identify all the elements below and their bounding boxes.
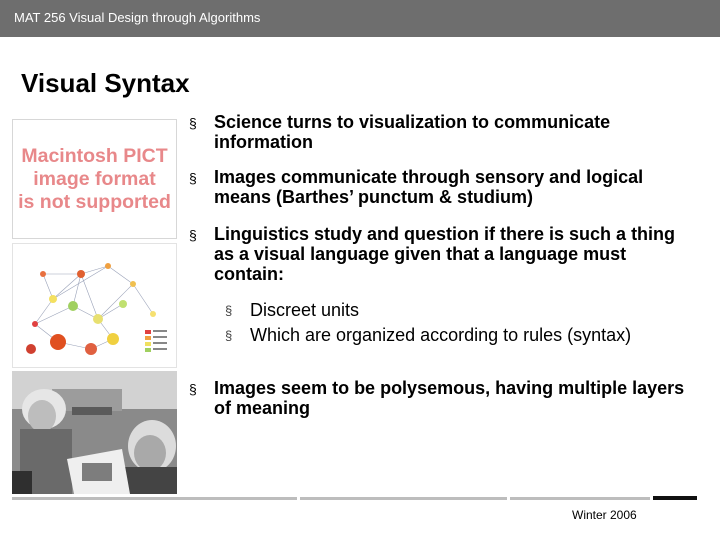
bullet-marker: § bbox=[189, 115, 197, 131]
bullet-marker: § bbox=[189, 381, 197, 397]
footer-rule-segment bbox=[12, 497, 297, 500]
sub-bullet-marker: § bbox=[225, 328, 233, 343]
bullet-item bbox=[189, 167, 694, 207]
photograph-image bbox=[12, 371, 177, 494]
footer-rule-segment bbox=[510, 497, 650, 500]
bullet-marker: § bbox=[189, 227, 197, 243]
placeholder-message: Macintosh PICT image format is not supported bbox=[18, 144, 171, 213]
network-graph-illustration bbox=[13, 244, 176, 367]
footer-rule-segment bbox=[300, 497, 507, 500]
header-bar bbox=[0, 0, 720, 37]
bullet-text: Images seem to be polysemous, having multiple layers of meaning bbox=[214, 378, 685, 418]
slide-title: Visual Syntax bbox=[21, 68, 190, 98]
network-graph-image bbox=[12, 243, 177, 368]
bullet-text: Linguistics study and question if there is such a thing as a visual language given that a language must contain: bbox=[214, 224, 676, 284]
bullet-item bbox=[189, 112, 694, 152]
bullet-text: Science turns to visualization to communicate information bbox=[214, 112, 611, 152]
people-photo-illustration bbox=[12, 371, 177, 494]
sub-bullet-item bbox=[225, 300, 705, 320]
sub-bullet-text: Which are organized according to rules (syntax) bbox=[250, 325, 632, 345]
footer-rule-segment bbox=[653, 496, 697, 500]
unsupported-image-placeholder bbox=[12, 119, 177, 239]
footer-divider bbox=[0, 494, 720, 504]
bullet-item bbox=[189, 378, 694, 418]
course-title: MAT 256 Visual Design through Algorithms bbox=[14, 10, 261, 25]
sub-bullet-text: Discreet units bbox=[250, 300, 360, 320]
bullet-marker: § bbox=[189, 170, 197, 186]
bullet-text: Images communicate through sensory and logical means (Barthes’ punctum & studium) bbox=[214, 167, 644, 207]
sub-bullet-marker: § bbox=[225, 303, 233, 318]
bullet-item bbox=[189, 224, 694, 284]
sub-bullet-item bbox=[225, 325, 705, 345]
footer-date: Winter 2006 bbox=[572, 508, 637, 522]
